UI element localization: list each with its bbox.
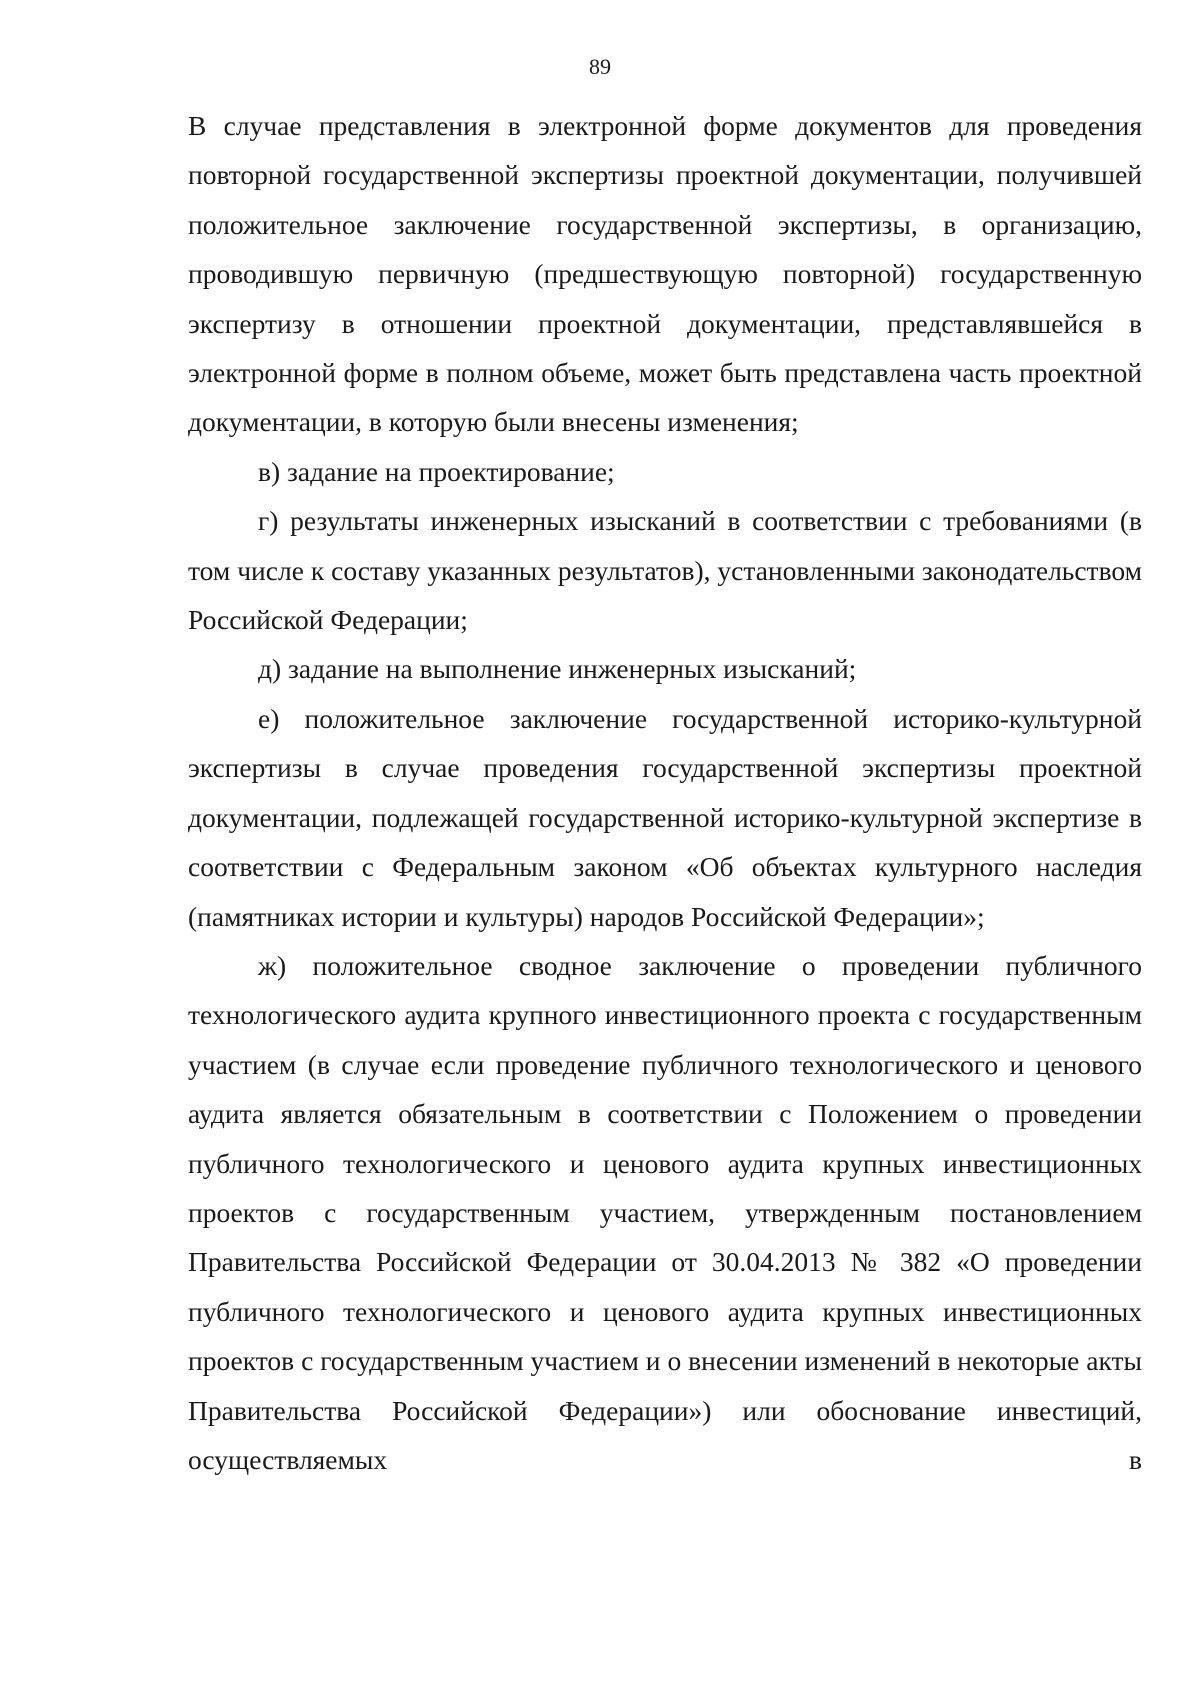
paragraph-item-g: г) результаты инженерных изысканий в соответствии с требованиями (в том числе к составу указанных результатов), установленными законодательством Российской Федерации; [188, 505, 1142, 636]
document-body [188, 101, 1142, 1484]
paragraph-item-d: д) задание на выполнение инженерных изысканий; [258, 653, 857, 685]
page-number: 89 [589, 54, 611, 79]
paragraph-electronic-form: В случае представления в электронной форме документов для проведения повторной государственной экспертизы проектной документации, получившей положительное заключение государственной экспертизы, в организацию, проводившую первичную (предшествующую повторной) государственную экспертизу в отношении проектной документации, представлявшейся в электронной форме в полном объеме, может быть представлена часть проектной документации, в которую были внесены изменения; [188, 110, 1142, 438]
paragraph-item-e: е) положительное заключение государственной историко-культурной экспертизы в случае проведения государственной экспертизы проектной документации, подлежащей государственной историко-культурной экспертизе в соответствии с Федеральным законом «Об объектах культурного наследия (памятниках истории и культуры) народов Российской Федерации»; [188, 702, 1142, 932]
paragraph-item-zh: ж) положительное сводное заключение о проведении публичного технологического аудита крупного инвестиционного проекта с государственным участием (в случае если проведение публичного технологического и ценового аудита является обязательным в соответствии с Положением о проведении публичного технологического и ценового аудита крупных инвестиционных проектов с государственным участием, утвержденным постановлением Правительства Российской Федерации от 30.04.2013 № 382 «О проведении публичного технологического и ценового аудита крупных инвестиционных проектов с государственным участием и о внесении изменений в некоторые акты Правительства Российской Федерации») или обоснование инвестиций, осуществляемых в [188, 949, 1142, 1475]
paragraph-item-v: в) задание на проектирование; [258, 455, 615, 487]
